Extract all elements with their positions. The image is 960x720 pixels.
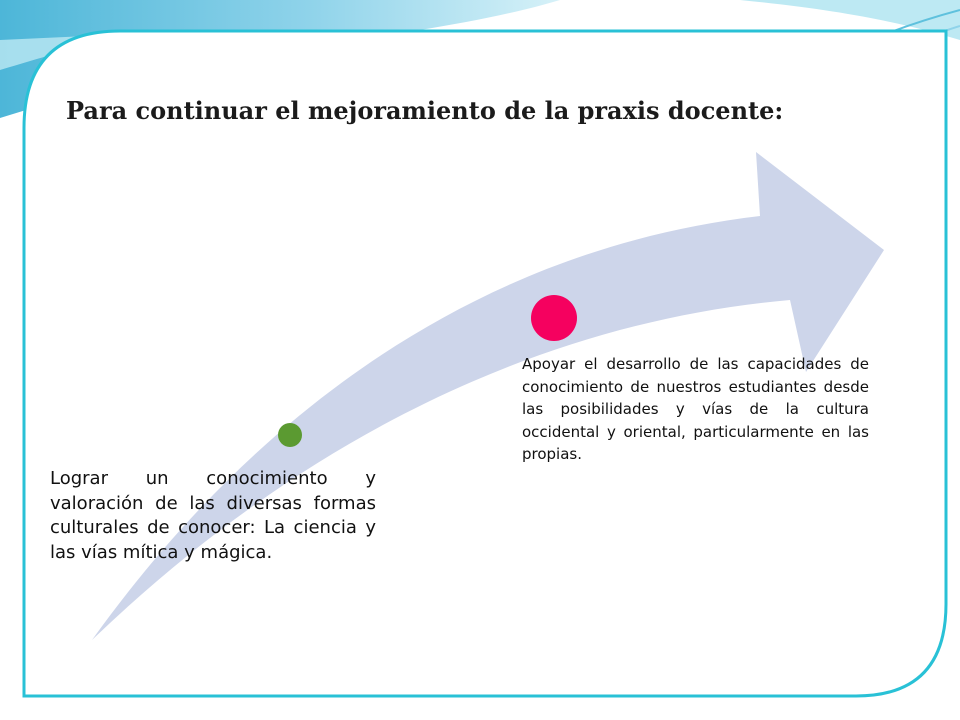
step-1-marker [278, 423, 302, 447]
step-2-text: Apoyar el desarrollo de las capacidades de conocimiento de nuestros estudiantes desde las posibilidades y vías de la cultura occidental y oriental, particularmente en las propias. [522, 355, 869, 463]
slide-title: Para continuar el mejoramiento de la praxis docente: [66, 96, 784, 125]
step-1-text: Lograr un conocimiento y valoración de las diversas formas culturales de conocer: La ciencia y las vías mítica y mágica. [50, 468, 376, 563]
step-2-marker [531, 295, 577, 341]
